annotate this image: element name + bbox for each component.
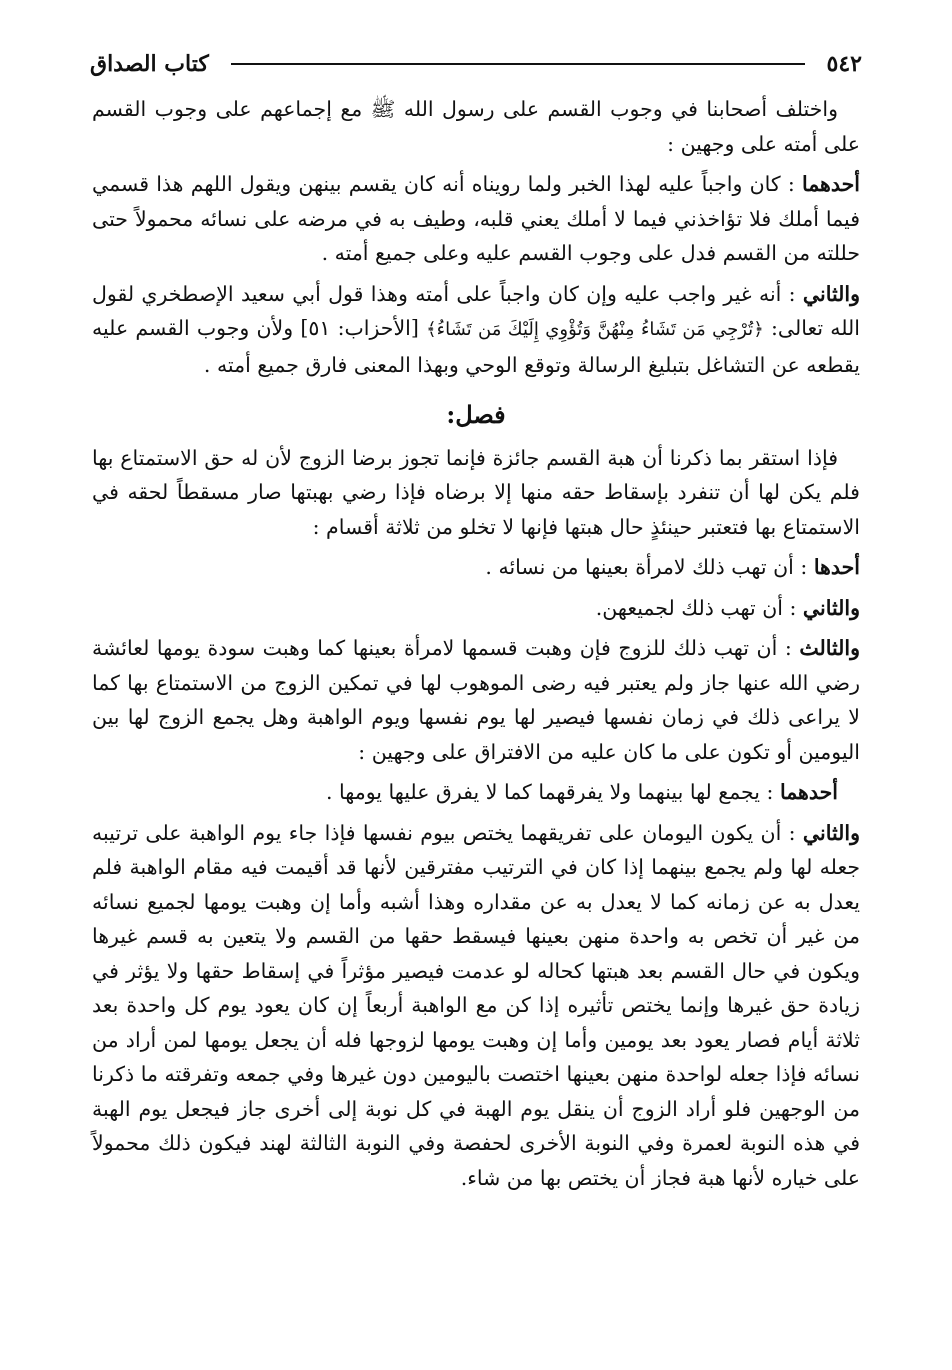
paragraph-label: أحدهما [801, 172, 860, 196]
paragraph-text: : أن تهب ذلك لجميعهن. [595, 595, 797, 620]
paragraph [92, 277, 860, 383]
paragraph [92, 775, 860, 810]
paragraph [92, 816, 860, 1196]
paragraph-label: والثالث [799, 636, 860, 660]
page-body [92, 92, 860, 1201]
page-number: ٥٤٢ [826, 51, 862, 77]
paragraph-label: أحدها [813, 555, 860, 579]
book-title: كتاب الصداق [90, 51, 209, 77]
paragraph-label: والثاني [802, 595, 860, 620]
paragraph: واختلف أصحابنا في وجوب القسم على رسول الله ﷺ مع إجماعهم على وجوب القسم على أمته على وجهين : [92, 97, 860, 156]
paragraph-text: ولأن وجوب القسم عليه يقطعه عن التشاغل بتبليغ الرسالة وتوقع الوحي وبهذا المعنى فارق جميع أمته . [92, 316, 860, 377]
paragraph-label: والثاني [802, 820, 860, 845]
paragraph [92, 550, 860, 585]
paragraph-text: : أن يكون اليومان على تفريقهما يختص بيوم نفسها فإذا جاء يوم الواهبة على ترتيبه جعله لها ولم يجمع بينهما إذا كان في الترتيب مفترقين لأنها قد أقيمت فيه مقام الواهبة فلم يعدل به عن زمانه كما لا يعدل به عن مقداره وهذا أشبه وأما إن وهبت يومها لجميع نسائه من غير أن تخص به واحدة منهن بعينها فيسقط حقها من القسم ولا يتعين به قسم غيرها ويكون في حال القسم بعد هبتها كحاله لو عدمت فيصير مؤثراً في إسقاط حقها ولا يؤثر في زيادة حق غيرها وإنما يختص تأثيره إذا كن مع الواهبة أربعاً إن كان يعود يوم كل واحدة بعد ثلاثة أيام فصار يعود بعد يومين وأما إن وهبت يومها لزوجها فله أن يجعل يومها لمن أراد من نسائه فإذا جعله لواحدة منهن بعينها اختصت باليومين دون غيرها وفي جمعه وتفرقته ما ذكرنا من الوجهين فلو أراد الزوج أن ينقل يوم الهبة في كل نوبة إلى أخرى جاز فيجعل يوم الهبة في هذه النوبة لعمرة وفي النوبة الأخرى لحفصة وفي النوبة الثالثة لهند فيكون ذلك محمولاً على خياره لأنها هبة فجاز أن يختص بها من شاء. [92, 820, 860, 1190]
paragraph-text: : يجمع لها بينهما ولا يفرقهما كما لا يفرق عليها يومها . [326, 780, 774, 804]
paragraph: فإذا استقر بما ذكرنا أن هبة القسم جائزة فإنما تجوز برضا الزوج لأن له حق الاستمتاع بها فلم يكن لها أن تنفرد بإسقاط حقه منها إلا برضاه فإذا رضي بهبتها صار مسقطاً لحقه في الاستمتاع بها فتعتبر حينئذٍ حال هبتها فإنها لا تخلو من ثلاثة أقسام : [92, 445, 860, 539]
paragraph-label: والثاني [802, 281, 860, 306]
header-rule [231, 63, 805, 65]
paragraph-label: أحدهما [779, 780, 838, 804]
paragraph-text: : أنه غير واجب عليه وإن كان واجباً على أمته وهذا قول أبي سعيد الإصطخري لقول الله تعالى: [92, 281, 860, 340]
paragraph-text: : أن تهب ذلك للزوج فإن وهبت قسمها لامرأة بعينها كما وهبت سودة يومها لعائشة رضي الله عنها جاز ولم يعتبر فيه رضى الموهوب لها في تمكين الزوج من الاستمتاع بها كما لا يراعى ذلك في زمان نفسها فيصير لها يوم نفسها ويوم الواهبة وهل يجمع الزوج لها بين اليومين أو تكون على ما كان عليه من الافتراق على وجهين : [92, 636, 860, 764]
paragraph [92, 167, 860, 271]
section-title: فصل: [446, 400, 506, 429]
paragraph-text: : كان واجباً عليه لهذا الخبر ولما رويناه أنه كان يقسم بينهن ويقول اللهم هذا قسمي فيما أملك فلا تؤاخذني فيما لا أملك يعني قلبه، وطيف به في مرضه على نسائه محمولاً حتى حللته من القسم فدل على وجوب القسم عليه وعلى جميع أمته . [92, 172, 860, 265]
page-header [90, 46, 862, 82]
quran-verse: ﴿تُرْجِي مَن تَشَاءُ مِنْهُنَّ وَتُؤْوِي إِلَيْكَ مَن تَشَاءُ﴾ [426, 319, 764, 340]
paragraph [92, 631, 860, 769]
paragraph-text: : أن تهب ذلك لامرأة بعينها من نسائه . [485, 555, 808, 579]
verse-reference: [الأحزاب: ٥١] [300, 316, 419, 340]
paragraph [92, 591, 860, 626]
